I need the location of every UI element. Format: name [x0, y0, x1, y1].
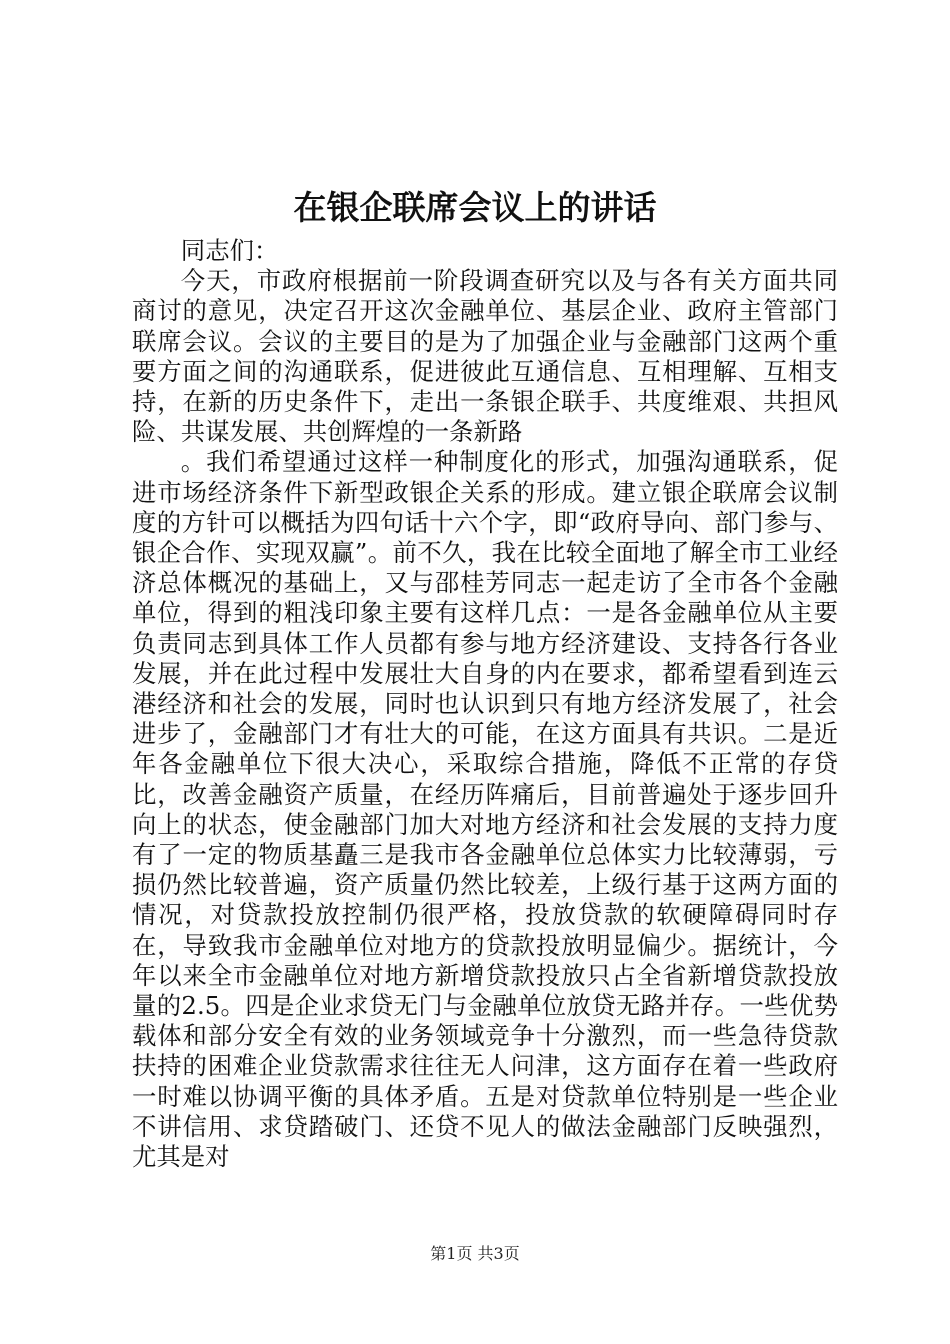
- paragraph-2: 。我们希望通过这样一种制度化的形式，加强沟通联系，促进市场经济条件下新型政银企关系的形成。建立银企联席会议制度的方针可以概括为四句话十六个字，即“政府导向、部门参与、银企合作、实现双赢”。前不久，我在比较全面地了解全市工业经济总体概况的基础上，又与邵桂芳同志一起走访了全市各个金融单位，得到的粗浅印象主要有这样几点：一是各金融单位从主要负责同志到具体工作人员都有参与地方经济建设、支持各行各业发展，并在此过程中发展壮大自身的内在要求，都希望看到连云港经济和社会的发展，同时也认识到只有地方经济发展了，社会进步了，金融部门才有壮大的可能，在这方面具有共识。二是近年各金融单位下很大决心，采取综合措施，降低不正常的存贷比，改善金融资产质量，在经历阵痛后，目前普遍处于逐步回升向上的状态，使金融部门加大对地方经济和社会发展的支持力度有了一定的物质基矗三是我市各金融单位总体实力比较薄弱，亏损仍然比较普遍，资产质量仍然比较差，上级行基于这两方面的情况，对贷款投放控制仍很严格，投放贷款的软硬障碍同时存在，导致我市金融单位对地方的贷款投放明显偏少。据统计，今年以来全市金融单位对地方新增贷款投放只占全省新增贷款投放量的2.5。四是企业求贷无门与金融单位放贷无路并存。一些优势载体和部分安全有效的业务领域竞争十分激烈，而一些急待贷款扶持的困难企业贷款需求往往无人问津，这方面存在着一些政府一时难以协调平衡的具体矛盾。五是对贷款单位特别是一些企业不讲信用、求贷踏破门、还贷不见人的做法金融部门反映强烈，尤其是对: [132, 447, 838, 1172]
- document-title: 在银企联席会议上的讲话: [293, 188, 657, 227]
- salutation: 同志们：: [180, 236, 279, 265]
- document-body: [132, 236, 838, 1172]
- paragraph-1: 今天，市政府根据前一阶段调查研究以及与各有关方面共同商讨的意见，决定召开这次金融单位、基层企业、政府主管部门联席会议。会议的主要目的是为了加强企业与金融部门这两个重要方面之间的沟通联系，促进彼此互通信息、互相理解、互相支持，在新的历史条件下，走出一条银企联手、共度维艰、共担风险、共谋发展、共创辉煌的一条新路: [132, 266, 838, 447]
- page-footer: 第1页 共3页: [430, 1244, 520, 1263]
